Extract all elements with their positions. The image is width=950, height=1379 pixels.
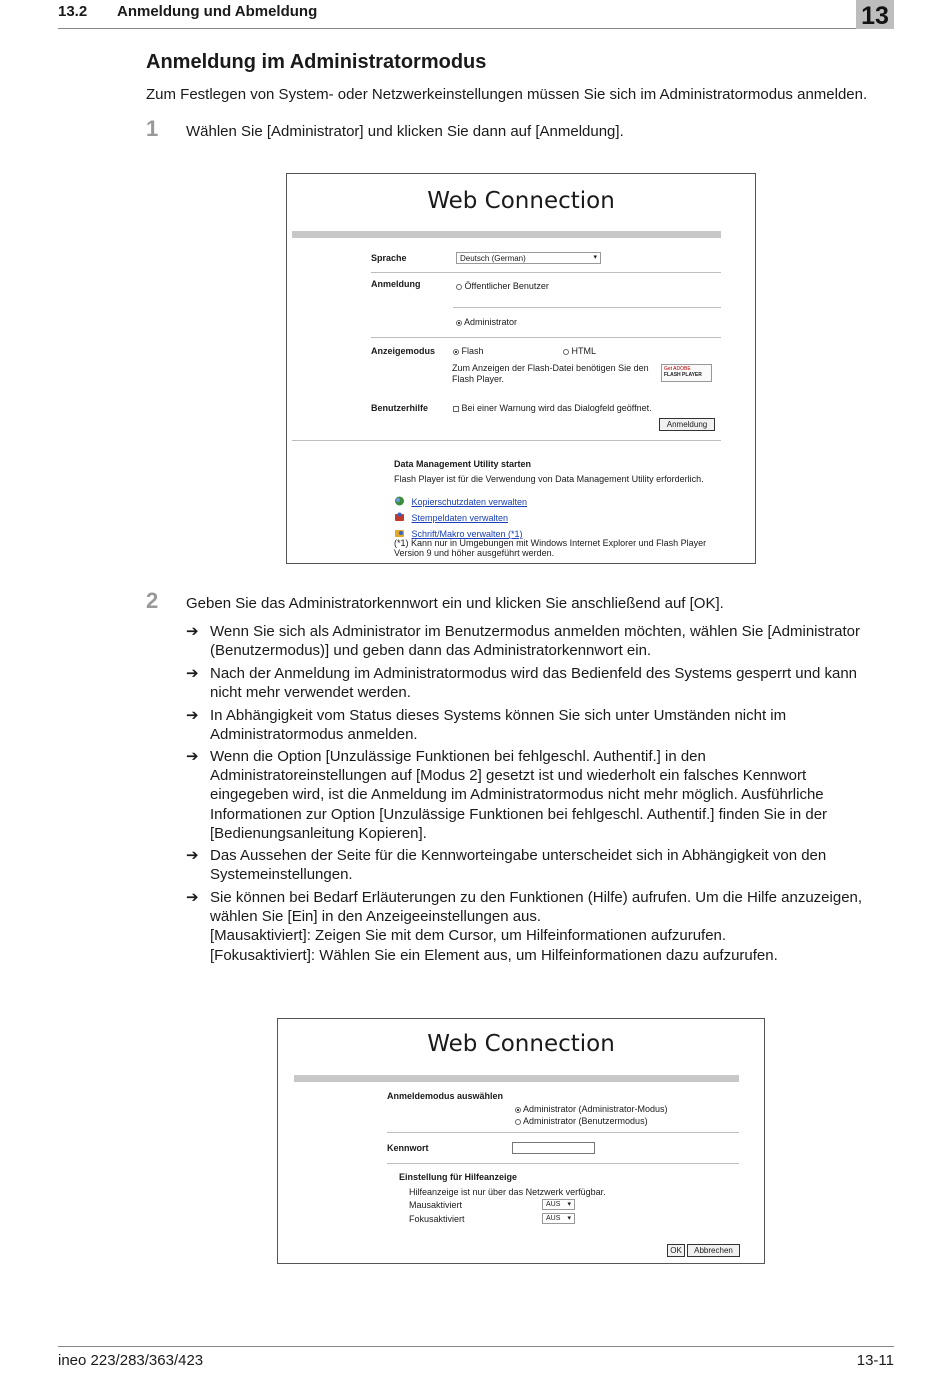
bullet-1-line-1: Wenn Sie sich als Administrator im Benutzermodus anmelden möchten, wählen Sie [Administrator [210, 623, 861, 640]
dmu-link-stamp-text: Stempeldaten verwalten [411, 513, 509, 523]
divider [387, 1163, 739, 1164]
bullet-4-line-2: Administratoreinstellungen auf [Modus 2] gesetzt ist und wiederholt ein falsches Kennwort [210, 767, 807, 785]
bullet-arrow-icon: ➔ [186, 889, 199, 906]
flash-badge-line-1: Get ADOBE [664, 366, 691, 372]
step-2-number: 2 [146, 588, 159, 613]
bullet-arrow-icon: ➔ [186, 623, 199, 640]
public-user-text: Öffentlicher Benutzer [464, 281, 549, 291]
bullet-4-line-3: eingegeben wird, ist die Anmeldung im Administratormodus nicht mehr möglich. Ausführliche [210, 786, 824, 804]
bullet-2 [210, 664, 857, 702]
password-screenshot [277, 1018, 765, 1264]
public-user-option[interactable] [456, 281, 549, 291]
bullet-3-line-2: Administratormodus anmelden. [210, 726, 418, 744]
bullet-arrow-icon: ➔ [186, 847, 199, 864]
step-2-text: Geben Sie das Administratorkennwort ein und klicken Sie anschließend auf [OK]. [186, 595, 724, 612]
flash-radio[interactable] [453, 349, 459, 355]
admin-mode-text: Administrator (Administrator-Modus) [523, 1104, 668, 1114]
footer-page-number: 13-11 [856, 1352, 894, 1369]
dmu-title: Data Management Utility starten [394, 459, 532, 469]
get-flash-player-icon[interactable] [661, 364, 712, 382]
dmu-link-font-macro-text: Schrift/Makro verwalten (*1) [411, 529, 523, 539]
password-label: Kennwort [387, 1143, 429, 1153]
bullet-2-line-1: Nach der Anmeldung im Administratormodus wird das Bedienfeld des Systems gesperrt und kann [210, 665, 857, 682]
divider [292, 440, 721, 441]
language-select[interactable] [456, 252, 601, 264]
help-checkbox-text: Bei einer Warnung wird das Dialogfeld geöffnet. [461, 403, 652, 413]
dmu-link-copy-protection-text: Kopierschutzdaten verwalten [411, 497, 528, 507]
mouse-activated-value: AUS [546, 1201, 561, 1208]
bullet-4-line-5: [Bedienungsanleitung Kopieren]. [210, 824, 427, 842]
html-text: HTML [571, 346, 597, 356]
focus-activated-value: AUS [546, 1215, 561, 1222]
user-help-label: Benutzerhilfe [371, 403, 429, 413]
display-mode-label: Anzeigemodus [371, 346, 436, 356]
dmu-note: Flash Player ist für die Verwendung von Data Management Utility erforderlich. [394, 474, 704, 484]
footnote-line-2: Version 9 und höher ausgeführt werden. [394, 548, 555, 558]
bullet-4-line-1: Wenn die Option [Unzulässige Funktionen bei fehlgeschl. Authentif.] in den [210, 748, 706, 765]
bullet-1-line-2: (Benutzermodus)] und geben dann das Administratorkennwort ein. [210, 642, 652, 660]
step-1-text: Wählen Sie [Administrator] und klicken Sie dann auf [Anmeldung]. [186, 123, 624, 140]
chevron-down-icon: ▾ [567, 1201, 571, 1208]
step-1-number: 1 [146, 116, 159, 141]
bullet-6-line-3: [Mausaktiviert]: Zeigen Sie mit dem Cursor, um Hilfeinformationen aufzurufen. [210, 927, 727, 945]
html-radio[interactable] [563, 349, 569, 355]
divider [387, 1132, 739, 1133]
focus-activated-select[interactable] [542, 1213, 575, 1224]
bullet-6-line-1: Sie können bei Bedarf Erläuterungen zu den Funktionen (Hilfe) aufrufen. Um die Hilfe anzuzeigen, [210, 889, 863, 906]
user-mode-option[interactable] [515, 1116, 648, 1126]
flash-note-line-1: Zum Anzeigen der Flash-Datei benötigen Sie den [452, 363, 649, 373]
flash-option[interactable] [453, 346, 484, 356]
title-bar-stripe [294, 1075, 739, 1082]
bullet-6-line-2: wählen Sie [Ein] in den Anzeigeeinstellungen aus. [210, 908, 542, 926]
flash-note-line-2: Flash Player. [452, 374, 505, 384]
footnote-line-1: (*1) Kann nur in Umgebungen mit Windows Internet Explorer und Flash Player [394, 538, 707, 548]
mouse-activated-label: Mausaktiviert [409, 1200, 463, 1210]
flash-badge-line-2: FLASH PLAYER [664, 372, 702, 378]
bullet-4 [210, 747, 827, 843]
login-button[interactable]: Anmeldung [659, 418, 715, 431]
admin-mode-radio[interactable] [515, 1107, 521, 1113]
cancel-button[interactable]: Abbrechen [687, 1244, 740, 1257]
focus-activated-label: Fokusaktiviert [409, 1214, 465, 1224]
stamp-icon [394, 512, 405, 522]
administrator-text: Administrator [464, 317, 518, 327]
help-settings-note: Hilfeanzeige ist nur über das Netzwerk verfügbar. [409, 1187, 606, 1197]
admin-mode-option[interactable] [515, 1104, 668, 1114]
bullet-3 [210, 706, 786, 744]
header-section-number: 13.2 [58, 3, 88, 20]
language-label: Sprache [371, 253, 407, 263]
user-mode-text: Administrator (Benutzermodus) [523, 1116, 648, 1126]
bullet-1 [210, 622, 860, 660]
section-heading: Anmeldung im Administratormodus [146, 51, 487, 73]
administrator-radio[interactable] [456, 320, 462, 326]
bullet-3-line-1: In Abhängigkeit vom Status dieses Systems können Sie sich unter Umständen nicht im [210, 707, 787, 724]
header-rule [58, 28, 856, 29]
chevron-down-icon: ▾ [593, 254, 597, 261]
bullet-arrow-icon: ➔ [186, 707, 199, 724]
header-title: Anmeldung und Abmeldung [117, 3, 318, 20]
help-checkbox-option[interactable] [453, 403, 652, 413]
chevron-down-icon: ▾ [567, 1215, 571, 1222]
intro-text: Zum Festlegen von System- oder Netzwerkeinstellungen müssen Sie sich im Administratormodus anmelden. [146, 86, 868, 103]
footer-model: ineo 223/283/363/423 [58, 1352, 204, 1369]
mouse-activated-select[interactable] [542, 1199, 575, 1210]
title-bar-stripe [292, 231, 721, 238]
divider [453, 307, 721, 308]
chapter-number: 13 [861, 2, 889, 30]
ok-button[interactable]: OK [667, 1244, 685, 1257]
flash-text: Flash [461, 346, 484, 356]
login-app-title: Web Connection [427, 188, 615, 214]
bullet-arrow-icon: ➔ [186, 748, 199, 765]
administrator-option[interactable] [456, 317, 517, 327]
help-checkbox[interactable] [453, 406, 459, 412]
bullet-5-line-2: Systemeinstellungen. [210, 866, 353, 884]
bullet-5 [210, 846, 826, 884]
password-input[interactable] [512, 1142, 595, 1154]
login-label: Anmeldung [371, 279, 421, 289]
font-macro-icon [394, 528, 405, 538]
divider [371, 272, 721, 273]
bullet-arrow-icon: ➔ [186, 665, 199, 682]
user-mode-radio[interactable] [515, 1119, 521, 1125]
bullet-2-line-2: nicht mehr verwendet werden. [210, 684, 411, 702]
help-settings-title: Einstellung für Hilfeanzeige [399, 1172, 518, 1182]
login-screenshot [286, 173, 756, 564]
public-user-radio[interactable] [456, 284, 462, 290]
footer-rule [58, 1346, 894, 1347]
html-option[interactable] [563, 346, 596, 356]
bullet-5-line-1: Das Aussehen der Seite für die Kennworteingabe unterscheidet sich in Abhängigkeit von den [210, 847, 827, 864]
bullet-4-line-4: Informationen zur Option [Unzulässige Funktionen bei fehlgeschl. Authentif.] finden Sie in der [210, 805, 828, 823]
login-mode-label: Anmeldemodus auswählen [387, 1091, 504, 1101]
copy-protection-icon [394, 496, 405, 506]
bullet-6-line-4: [Fokusaktiviert]: Wählen Sie ein Element aus, um Hilfeinformationen dazu aufzurufen. [210, 946, 778, 964]
password-app-title: Web Connection [427, 1031, 615, 1057]
divider [371, 337, 721, 338]
bullet-6 [210, 888, 862, 965]
language-value: Deutsch (German) [460, 254, 526, 263]
